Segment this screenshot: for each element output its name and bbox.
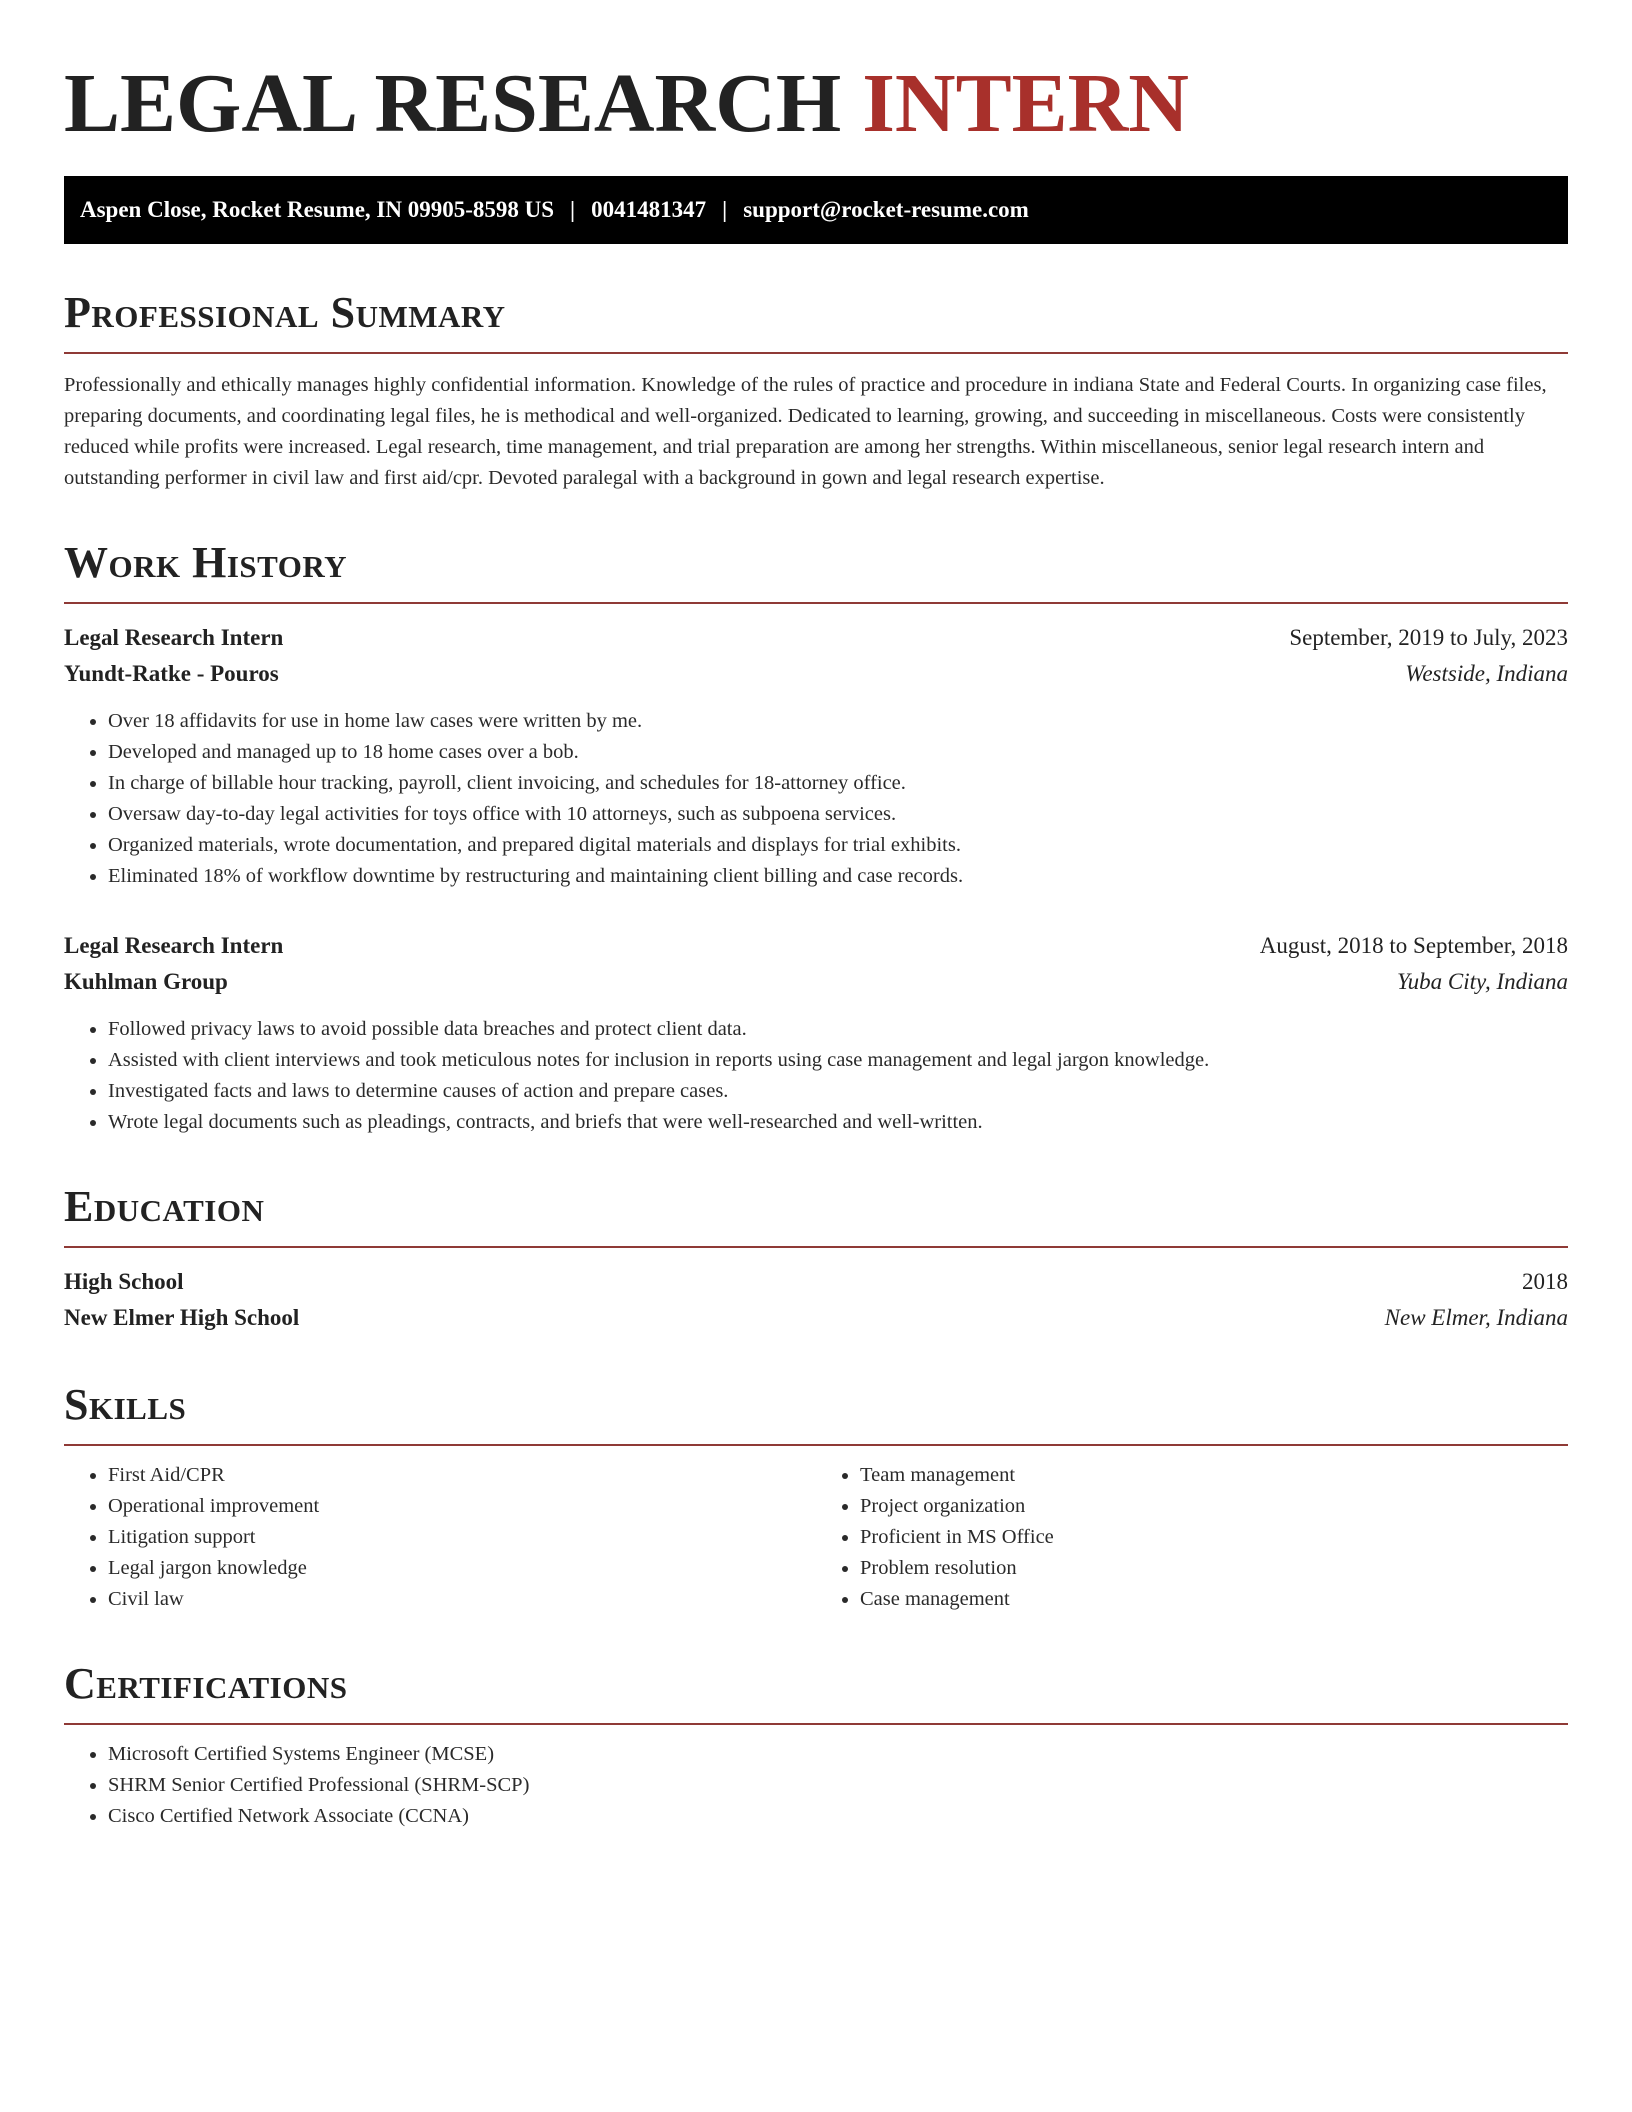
education-degree: High School	[64, 1269, 184, 1294]
resume-name	[64, 56, 1568, 152]
summary-section	[64, 288, 1568, 494]
certification-list	[64, 1739, 1568, 1832]
job-dates: September, 2019 to July, 2023	[1289, 625, 1568, 650]
job-title: Legal Research Intern	[64, 625, 284, 650]
certifications-section	[64, 1659, 1568, 1832]
job-bullet: • Assisted with client interviews and took meticulous notes for inclusion in reports using case management and legal jargon knowledge.	[108, 1045, 1568, 1076]
job-entry	[64, 620, 1568, 892]
name-accent: INTERN	[862, 57, 1189, 150]
education-section	[64, 1182, 1568, 1336]
education-location: New Elmer, Indiana	[1384, 1305, 1568, 1330]
job-location: Westside, Indiana	[1405, 661, 1568, 686]
job-company-row	[64, 656, 1568, 692]
section-divider	[64, 1444, 1568, 1446]
skill-item: • Project organization	[860, 1491, 1568, 1522]
job-bullet: • Investigated facts and laws to determine causes of action and prepare cases.	[108, 1076, 1568, 1107]
skills-section	[64, 1380, 1568, 1615]
section-divider	[64, 352, 1568, 354]
job-company: Yundt-Ratke - Pouros	[64, 661, 279, 686]
name-main: LEGAL RESEARCH	[64, 57, 842, 150]
job-bullet-list	[64, 706, 1568, 892]
job-bullet: • Over 18 affidavits for use in home law cases were written by me.	[108, 706, 1568, 737]
job-bullet: • In charge of billable hour tracking, payroll, client invoicing, and schedules for 18-attorney office.	[108, 768, 1568, 799]
job-header-row	[64, 620, 1568, 656]
job-bullet: • Organized materials, wrote documentation, and prepared digital materials and displays for trial exhibits.	[108, 830, 1568, 861]
skills-list-right	[816, 1460, 1568, 1615]
job-bullet: • Developed and managed up to 18 home cases over a bob.	[108, 737, 1568, 768]
skill-item: • Litigation support	[108, 1522, 816, 1553]
section-title-summary: Professional Summary	[64, 288, 506, 337]
section-title-skills: Skills	[64, 1380, 187, 1429]
summary-text: Professionally and ethically manages highly confidential information. Knowledge of the rules of practice and procedure in indiana State and Federal Courts. In organizing case files, preparing documents, and coordinating legal files, he is methodical and well-organized. Dedicated to learning, growing, and succeeding in miscellaneous. Costs were consistently reduced while profits were increased. Legal research, time management, and trial preparation are among her strengths. Within miscellaneous, senior legal research intern and outstanding performer in civil law and first aid/cpr. Devoted paralegal with a background in gown and legal research expertise.	[64, 374, 1547, 489]
job-bullet: • Wrote legal documents such as pleadings, contracts, and briefs that were well-researched and well-written.	[108, 1107, 1568, 1138]
skill-item: • Operational improvement	[108, 1491, 816, 1522]
job-bullet-list	[64, 1014, 1568, 1138]
skills-columns	[64, 1460, 1568, 1615]
certification-item: • Cisco Certified Network Associate (CCNA)	[108, 1801, 1568, 1832]
skill-item: • Proficient in MS Office	[860, 1522, 1568, 1553]
job-bullet: • Eliminated 18% of workflow downtime by restructuring and maintaining client billing and case records.	[108, 861, 1568, 892]
section-divider	[64, 1723, 1568, 1725]
section-divider	[64, 1246, 1568, 1248]
section-divider	[64, 602, 1568, 604]
education-year: 2018	[1522, 1269, 1568, 1294]
job-entry	[64, 928, 1568, 1138]
certification-item: • SHRM Senior Certified Professional (SHRM-SCP)	[108, 1770, 1568, 1801]
section-title-certifications: Certifications	[64, 1659, 348, 1708]
work-history-section	[64, 538, 1568, 1138]
skill-item: • Case management	[860, 1584, 1568, 1615]
job-company-row	[64, 964, 1568, 1000]
job-header-row	[64, 928, 1568, 964]
contact-separator: |	[570, 197, 576, 222]
section-title-education: Education	[64, 1182, 265, 1231]
job-company: Kuhlman Group	[64, 969, 228, 994]
contact-separator: |	[722, 197, 728, 222]
skill-item: • Civil law	[108, 1584, 816, 1615]
education-school-row	[64, 1300, 1568, 1336]
job-location: Yuba City, Indiana	[1396, 969, 1568, 994]
skill-item: • Legal jargon knowledge	[108, 1553, 816, 1584]
certification-item: • Microsoft Certified Systems Engineer (MCSE)	[108, 1739, 1568, 1770]
education-entry	[64, 1264, 1568, 1336]
skill-item: • Problem resolution	[860, 1553, 1568, 1584]
contact-phone[interactable]: 0041481347	[591, 197, 707, 222]
skill-item: • First Aid/CPR	[108, 1460, 816, 1491]
education-school: New Elmer High School	[64, 1305, 300, 1330]
job-bullet: • Followed privacy laws to avoid possible data breaches and protect client data.	[108, 1014, 1568, 1045]
skill-item: • Team management	[860, 1460, 1568, 1491]
section-title-work-history: Work History	[64, 538, 348, 587]
job-bullet: • Oversaw day-to-day legal activities for toys office with 10 attorneys, such as subpoena services.	[108, 799, 1568, 830]
job-dates: August, 2018 to September, 2018	[1259, 933, 1568, 958]
job-title: Legal Research Intern	[64, 933, 284, 958]
contact-email[interactable]: support@rocket-resume.com	[743, 197, 1029, 222]
contact-bar	[64, 176, 1568, 244]
contact-address: Aspen Close, Rocket Resume, IN 09905-8598 US	[80, 197, 555, 222]
skills-list-left	[64, 1460, 816, 1615]
education-degree-row	[64, 1264, 1568, 1300]
